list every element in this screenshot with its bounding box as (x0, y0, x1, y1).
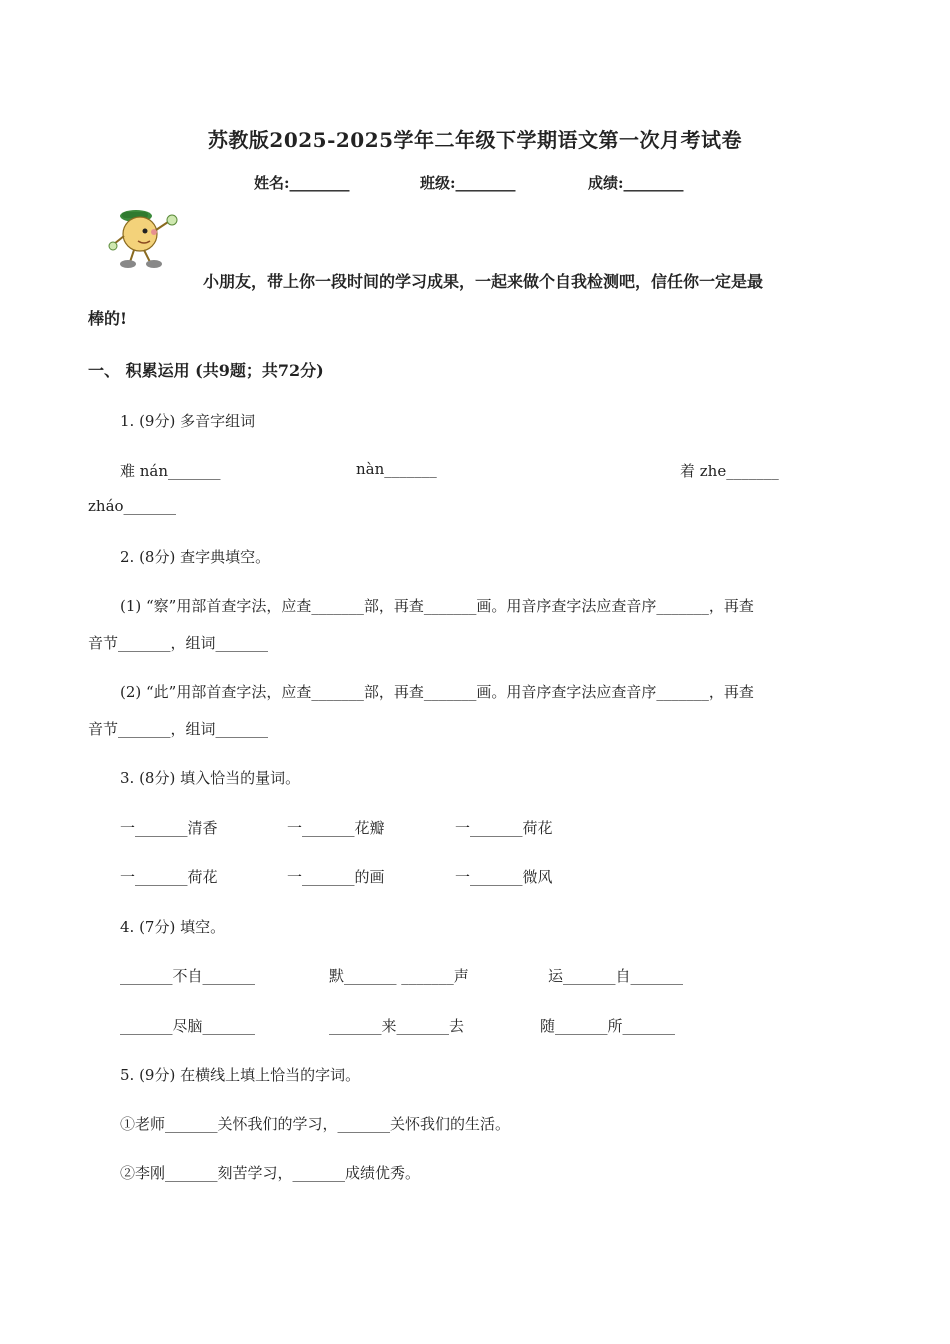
q2-part-2-line-1: (2) “此”用部首查字法，应查_______部，再查_______画。用音序查字法应查音序_______，再查 (120, 683, 754, 701)
q1-item: zháo_______ (88, 497, 177, 515)
score-field: 成绩:________ (588, 174, 684, 192)
q2-part-1-line-1: (1) “察”用部首查字法，应查_______部，再查_______画。用音序查字法应查音序_______，再查 (120, 597, 754, 615)
q4-item: _______来_______去 (329, 1017, 465, 1035)
q4-item: _______尽脑_______ (120, 1017, 256, 1035)
q3-item: 一_______荷花 (120, 868, 218, 886)
q3-item: 一_______微风 (455, 868, 553, 886)
question-4-stem: 4. (7分) 填空。 (120, 918, 226, 936)
q1-item: 着 zhe_______ (680, 462, 779, 480)
q1-item: 难 nán_______ (120, 462, 221, 480)
q3-item: 一_______的画 (287, 868, 385, 886)
q5-line-2: ②李刚_______刻苦学习，_______成绩优秀。 (120, 1164, 421, 1182)
mascot-illustration (108, 206, 188, 270)
q4-item: 默_______ _______声 (329, 967, 469, 985)
section-heading: 一、 积累运用 (共9题；共72分) (88, 361, 324, 380)
q3-item: 一_______荷花 (455, 819, 553, 837)
name-field: 姓名:________ (254, 174, 350, 192)
page-title: 苏教版2025-2025学年二年级下学期语文第一次月考试卷 (207, 128, 743, 152)
q4-item: _______不自_______ (120, 967, 256, 985)
q2-part-2-line-2: 音节_______，组词_______ (88, 720, 269, 738)
question-2-stem: 2. (8分) 查字典填空。 (120, 548, 271, 566)
q2-part-1-line-2: 音节_______，组词_______ (88, 634, 269, 652)
q4-item: 随_______所_______ (540, 1017, 676, 1035)
q5-line-1: ①老师_______关怀我们的学习，_______关怀我们的生活。 (120, 1115, 511, 1133)
q4-item: 运_______自_______ (548, 967, 684, 985)
intro-line-1: 小朋友，带上你一段时间的学习成果，一起来做个自我检测吧，信任你一定是最 (203, 272, 764, 291)
question-3-stem: 3. (8分) 填入恰当的量词。 (120, 769, 301, 787)
q1-item: nàn_______ (356, 460, 437, 478)
q3-item: 一_______花瓣 (287, 819, 385, 837)
q3-item: 一_______清香 (120, 819, 218, 837)
intro-line-2: 棒的! (88, 309, 128, 328)
question-5-stem: 5. (9分) 在横线上填上恰当的字词。 (120, 1066, 361, 1084)
question-1-stem: 1. (9分) 多音字组词 (120, 412, 256, 430)
class-field: 班级:________ (420, 174, 516, 192)
